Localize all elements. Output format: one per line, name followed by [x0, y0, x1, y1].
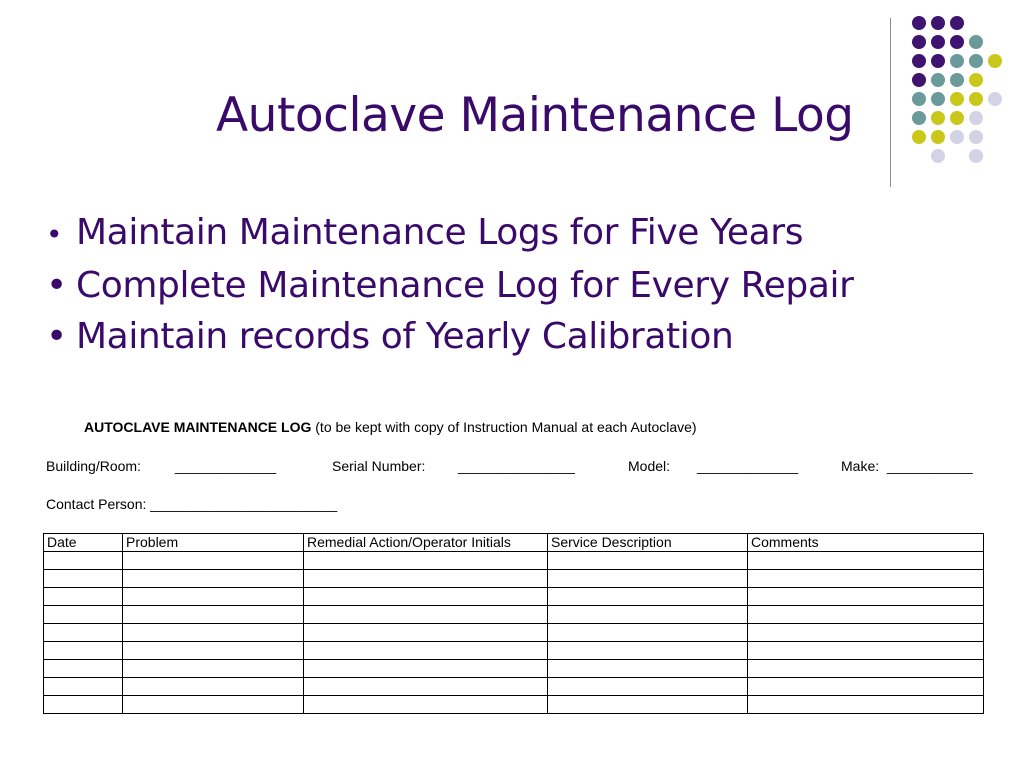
decorative-dot — [931, 149, 945, 163]
table-row — [44, 696, 984, 714]
table-cell[interactable] — [548, 606, 748, 624]
table-cell[interactable] — [123, 570, 304, 588]
decorative-dot — [969, 73, 983, 87]
bullet-item — [46, 311, 854, 362]
table-cell[interactable] — [548, 642, 748, 660]
table-row — [44, 588, 984, 606]
table-row — [44, 642, 984, 660]
decorative-dot — [969, 130, 983, 144]
table-cell[interactable] — [748, 696, 984, 714]
table-cell[interactable] — [123, 642, 304, 660]
table-cell[interactable] — [123, 678, 304, 696]
table-cell[interactable] — [548, 552, 748, 570]
bullet-text: Maintain Maintenance Logs for Five Years — [76, 212, 804, 253]
table-cell[interactable] — [548, 678, 748, 696]
bullet-glyph: • — [46, 316, 67, 357]
decorative-dot — [931, 54, 945, 68]
table-cell[interactable] — [548, 588, 748, 606]
table-cell[interactable] — [748, 624, 984, 642]
table-cell[interactable] — [44, 570, 123, 588]
decorative-dot — [931, 130, 945, 144]
table-cell[interactable] — [123, 624, 304, 642]
decorative-dot — [912, 16, 926, 30]
table-cell[interactable] — [123, 696, 304, 714]
table-row — [44, 624, 984, 642]
contact-person-row — [46, 496, 337, 512]
table-cell[interactable] — [748, 552, 984, 570]
bullet-glyph: • — [46, 218, 63, 251]
make-label: Make: — [841, 458, 880, 474]
table-cell[interactable] — [44, 678, 123, 696]
column-header-service-description: Service Description — [548, 534, 748, 552]
table-cell[interactable] — [548, 696, 748, 714]
bullet-glyph: • — [46, 265, 67, 306]
column-header-comments: Comments — [748, 534, 984, 552]
table-cell[interactable] — [44, 624, 123, 642]
column-header-problem: Problem — [123, 534, 304, 552]
decorative-dot — [969, 111, 983, 125]
decorative-dot — [969, 149, 983, 163]
table-cell[interactable] — [748, 642, 984, 660]
contact-person-field[interactable]: ________________________ — [150, 496, 338, 512]
decorative-dot — [912, 111, 926, 125]
column-header-date: Date — [44, 534, 123, 552]
table-cell[interactable] — [44, 642, 123, 660]
table-row — [44, 552, 984, 570]
table-cell[interactable] — [123, 552, 304, 570]
table-row — [44, 606, 984, 624]
table-cell[interactable] — [304, 696, 548, 714]
decorative-dot — [950, 130, 964, 144]
decorative-dot — [931, 111, 945, 125]
decorative-dot — [969, 54, 983, 68]
table-cell[interactable] — [123, 660, 304, 678]
model-label: Model: — [628, 458, 671, 474]
building-room-label: Building/Room: — [46, 458, 141, 474]
decorative-dot — [912, 73, 926, 87]
table-cell[interactable] — [548, 660, 748, 678]
bullet-item — [46, 207, 854, 260]
make-field[interactable]: ___________ — [887, 458, 973, 474]
decorative-dot — [950, 73, 964, 87]
decorative-dot — [969, 35, 983, 49]
building-room-field[interactable]: _____________ — [175, 458, 277, 474]
decorative-dot — [912, 130, 926, 144]
table-cell[interactable] — [304, 606, 548, 624]
table-row — [44, 678, 984, 696]
table-cell[interactable] — [748, 660, 984, 678]
decorative-dot — [931, 92, 945, 106]
decorative-dot — [931, 73, 945, 87]
decorative-dot — [912, 92, 926, 106]
table-cell[interactable] — [304, 552, 548, 570]
table-cell[interactable] — [304, 678, 548, 696]
table-cell[interactable] — [44, 696, 123, 714]
maintenance-log-table — [43, 533, 984, 714]
decorative-dot — [969, 92, 983, 106]
decorative-dot — [912, 35, 926, 49]
table-cell[interactable] — [748, 570, 984, 588]
table-row — [44, 660, 984, 678]
table-cell[interactable] — [304, 624, 548, 642]
table-cell[interactable] — [44, 660, 123, 678]
serial-number-field[interactable]: _______________ — [458, 458, 575, 474]
table-cell[interactable] — [123, 606, 304, 624]
table-cell[interactable] — [548, 624, 748, 642]
table-cell[interactable] — [123, 588, 304, 606]
bullet-item — [46, 260, 854, 311]
bullet-text: Maintain records of Yearly Calibration — [76, 316, 734, 357]
decorative-dot — [950, 16, 964, 30]
decorative-dot — [931, 16, 945, 30]
contact-person-label: Contact Person: — [46, 496, 147, 512]
form-heading — [84, 419, 697, 435]
slide-title: Autoclave Maintenance Log — [216, 88, 854, 143]
bullet-list — [46, 207, 854, 362]
model-field[interactable]: _____________ — [697, 458, 799, 474]
bullet-text: Complete Maintenance Log for Every Repair — [76, 265, 854, 306]
table-cell[interactable] — [304, 642, 548, 660]
table-cell[interactable] — [44, 552, 123, 570]
table-cell[interactable] — [304, 660, 548, 678]
table-row — [44, 570, 984, 588]
table-cell[interactable] — [548, 570, 748, 588]
form-heading-note: (to be kept with copy of Instruction Manual at each Autoclave) — [315, 419, 697, 435]
decorative-dot — [950, 92, 964, 106]
decorative-dot — [950, 111, 964, 125]
table-cell[interactable] — [304, 588, 548, 606]
form-heading-title: AUTOCLAVE MAINTENANCE LOG — [84, 419, 312, 435]
table-cell[interactable] — [44, 606, 123, 624]
table-cell[interactable] — [748, 588, 984, 606]
decorative-dot — [988, 92, 1002, 106]
decorative-dot — [950, 35, 964, 49]
decorative-dot — [931, 35, 945, 49]
table-cell[interactable] — [44, 588, 123, 606]
decorative-dot — [988, 54, 1002, 68]
table-cell[interactable] — [748, 678, 984, 696]
table-header-row — [44, 534, 984, 552]
decorative-dot — [950, 54, 964, 68]
table-cell[interactable] — [748, 606, 984, 624]
title-divider — [890, 18, 891, 187]
serial-number-label: Serial Number: — [332, 458, 426, 474]
column-header-remedial-action: Remedial Action/Operator Initials — [304, 534, 548, 552]
decorative-dot — [912, 54, 926, 68]
table-cell[interactable] — [304, 570, 548, 588]
